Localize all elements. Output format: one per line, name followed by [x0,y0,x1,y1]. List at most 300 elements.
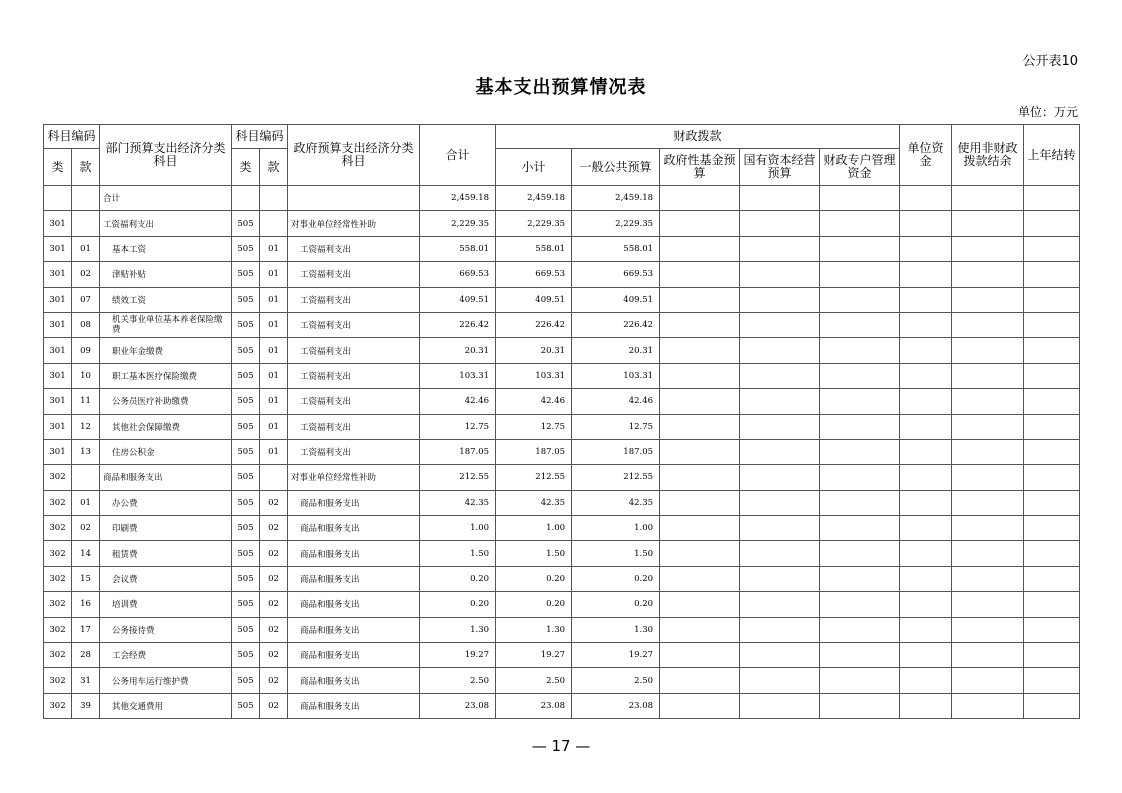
cell-dept: 会议费 [100,566,232,591]
cell-dept: 合计 [100,186,232,211]
cell-empty [900,262,952,287]
header-special: 财政专户管理资金 [820,149,900,186]
cell-glei: 505 [232,617,260,642]
table-row [44,414,1080,439]
cell-empty [740,541,820,566]
cell-subtotal: 20.31 [496,338,572,363]
cell-subtotal: 226.42 [496,312,572,337]
cell-gkuan: 02 [260,490,288,515]
header-general: 一般公共预算 [572,149,660,186]
cell-empty [1024,186,1080,211]
cell-empty [952,668,1024,693]
cell-empty [900,363,952,388]
cell-general: 1.30 [572,617,660,642]
cell-empty [1024,592,1080,617]
cell-empty [1024,236,1080,261]
cell-empty [1024,541,1080,566]
cell-subtotal: 1.50 [496,541,572,566]
cell-subtotal: 669.53 [496,262,572,287]
cell-empty [660,186,740,211]
cell-total: 2.50 [420,668,496,693]
cell-glei: 505 [232,439,260,464]
cell-empty [740,287,820,312]
cell-empty [900,211,952,236]
cell-empty [740,439,820,464]
table-row [44,490,1080,515]
cell-empty [1024,490,1080,515]
cell-general: 1.50 [572,541,660,566]
cell-subtotal: 12.75 [496,414,572,439]
header-fiscal: 财政拨款 [496,125,900,149]
cell-general: 409.51 [572,287,660,312]
cell-glei: 505 [232,338,260,363]
cell-empty [660,643,740,668]
header-unit-fund: 单位资金 [900,125,952,186]
cell-glei: 505 [232,262,260,287]
cell-gov [288,186,420,211]
cell-empty [660,414,740,439]
table-row [44,566,1080,591]
cell-lei: 301 [44,414,72,439]
cell-subtotal: 0.20 [496,566,572,591]
cell-total: 12.75 [420,414,496,439]
cell-gkuan: 02 [260,516,288,541]
cell-lei: 301 [44,363,72,388]
table-row [44,439,1080,464]
table-row [44,516,1080,541]
cell-empty [1024,312,1080,337]
cell-dept: 其他交通费用 [100,693,232,718]
cell-total: 20.31 [420,338,496,363]
cell-gkuan: 01 [260,338,288,363]
cell-empty [820,566,900,591]
cell-kuan: 02 [72,516,100,541]
cell-dept: 津贴补贴 [100,262,232,287]
cell-kuan: 13 [72,439,100,464]
cell-kuan: 31 [72,668,100,693]
cell-empty [952,287,1024,312]
cell-glei: 505 [232,211,260,236]
cell-empty [660,541,740,566]
page-title: 基本支出预算情况表 [475,77,647,98]
cell-empty [900,643,952,668]
header-gov-lei: 类 [232,149,260,186]
cell-general: 19.27 [572,643,660,668]
cell-dept: 其他社会保障缴费 [100,414,232,439]
cell-gkuan: 02 [260,668,288,693]
cell-dept: 培训费 [100,592,232,617]
cell-empty [820,312,900,337]
cell-kuan: 12 [72,414,100,439]
cell-total: 409.51 [420,287,496,312]
header-total: 合计 [420,125,496,186]
cell-subtotal: 212.55 [496,465,572,490]
cell-empty [1024,414,1080,439]
cell-general: 2,459.18 [572,186,660,211]
cell-total: 2,459.18 [420,186,496,211]
cell-gov: 商品和服务支出 [288,668,420,693]
header-gov-class: 政府预算支出经济分类科目 [288,125,420,186]
cell-empty [660,262,740,287]
cell-empty [740,617,820,642]
cell-general: 212.55 [572,465,660,490]
unit-label: 单位：万元 [1017,105,1078,119]
table-body [44,186,1080,719]
cell-empty [900,541,952,566]
table-row [44,312,1080,337]
cell-subtotal: 2,229.35 [496,211,572,236]
cell-empty [660,236,740,261]
cell-empty [660,490,740,515]
cell-empty [820,643,900,668]
cell-gov: 商品和服务支出 [288,490,420,515]
cell-glei: 505 [232,363,260,388]
table-row [44,338,1080,363]
cell-empty [900,287,952,312]
table-code: 公开表10 [1022,54,1078,69]
cell-glei: 505 [232,541,260,566]
cell-dept: 机关事业单位基本养老保险缴费 [100,312,232,337]
cell-lei: 302 [44,592,72,617]
cell-total: 19.27 [420,643,496,668]
cell-empty [900,693,952,718]
cell-gkuan [260,211,288,236]
cell-dept: 工会经费 [100,643,232,668]
cell-kuan [72,186,100,211]
cell-total: 1.50 [420,541,496,566]
cell-gkuan: 02 [260,617,288,642]
cell-subtotal: 103.31 [496,363,572,388]
table-row [44,541,1080,566]
table-row [44,287,1080,312]
cell-empty [820,490,900,515]
cell-dept: 办公费 [100,490,232,515]
cell-empty [952,414,1024,439]
cell-subtotal: 0.20 [496,592,572,617]
cell-gkuan: 01 [260,287,288,312]
cell-dept: 住房公积金 [100,439,232,464]
cell-empty [952,516,1024,541]
cell-empty [900,566,952,591]
cell-total: 0.20 [420,566,496,591]
cell-gov: 工资福利支出 [288,389,420,414]
cell-glei: 505 [232,490,260,515]
cell-empty [820,516,900,541]
header-subject-code: 科目编码 [44,125,100,149]
cell-dept: 租赁费 [100,541,232,566]
header-gov-code: 科目编码 [232,125,288,149]
cell-glei: 505 [232,287,260,312]
cell-empty [820,287,900,312]
cell-gkuan: 02 [260,541,288,566]
cell-general: 226.42 [572,312,660,337]
cell-empty [660,211,740,236]
cell-empty [952,541,1024,566]
cell-empty [900,617,952,642]
cell-gkuan: 01 [260,389,288,414]
cell-empty [740,186,820,211]
cell-lei: 302 [44,541,72,566]
cell-dept: 印刷费 [100,516,232,541]
cell-kuan: 01 [72,236,100,261]
cell-general: 1.00 [572,516,660,541]
cell-total: 0.20 [420,592,496,617]
cell-glei [232,186,260,211]
cell-total: 23.08 [420,693,496,718]
cell-subtotal: 1.00 [496,516,572,541]
cell-subtotal: 1.30 [496,617,572,642]
cell-empty [820,693,900,718]
cell-empty [660,592,740,617]
cell-empty [740,566,820,591]
cell-total: 187.05 [420,439,496,464]
cell-empty [952,439,1024,464]
cell-empty [820,439,900,464]
cell-kuan: 02 [72,262,100,287]
cell-total: 558.01 [420,236,496,261]
cell-empty [900,186,952,211]
cell-empty [740,363,820,388]
cell-empty [1024,668,1080,693]
cell-gov: 工资福利支出 [288,363,420,388]
cell-empty [1024,211,1080,236]
cell-glei: 505 [232,566,260,591]
cell-empty [952,211,1024,236]
cell-kuan: 07 [72,287,100,312]
header-gov-fund: 政府性基金预算 [660,149,740,186]
cell-kuan: 28 [72,643,100,668]
cell-lei: 302 [44,668,72,693]
table-row [44,668,1080,693]
cell-glei: 505 [232,312,260,337]
cell-lei: 302 [44,465,72,490]
cell-subtotal: 23.08 [496,693,572,718]
cell-empty [660,312,740,337]
cell-empty [660,516,740,541]
cell-dept: 绩效工资 [100,287,232,312]
cell-glei: 505 [232,643,260,668]
cell-dept: 基本工资 [100,236,232,261]
cell-gkuan: 02 [260,566,288,591]
cell-gov: 商品和服务支出 [288,566,420,591]
cell-empty [952,465,1024,490]
cell-total: 212.55 [420,465,496,490]
cell-lei [44,186,72,211]
cell-kuan: 08 [72,312,100,337]
table-row [44,262,1080,287]
cell-subtotal: 42.46 [496,389,572,414]
cell-empty [1024,338,1080,363]
cell-empty [660,389,740,414]
cell-empty [820,541,900,566]
cell-lei: 301 [44,262,72,287]
cell-kuan: 39 [72,693,100,718]
cell-empty [740,668,820,693]
header-last-year: 上年结转 [1024,125,1080,186]
cell-empty [900,439,952,464]
cell-lei: 302 [44,643,72,668]
cell-subtotal: 558.01 [496,236,572,261]
cell-empty [1024,262,1080,287]
cell-gkuan: 01 [260,439,288,464]
cell-kuan [72,465,100,490]
cell-empty [1024,643,1080,668]
cell-dept: 职业年金缴费 [100,338,232,363]
cell-empty [1024,287,1080,312]
cell-general: 2.50 [572,668,660,693]
cell-dept: 职工基本医疗保险缴费 [100,363,232,388]
cell-empty [900,414,952,439]
cell-gkuan: 01 [260,414,288,439]
cell-empty [952,617,1024,642]
cell-glei: 505 [232,414,260,439]
cell-kuan: 17 [72,617,100,642]
cell-empty [900,516,952,541]
cell-empty [740,414,820,439]
cell-total: 1.30 [420,617,496,642]
cell-empty [820,211,900,236]
cell-empty [660,465,740,490]
cell-kuan: 09 [72,338,100,363]
cell-empty [1024,389,1080,414]
cell-gov: 工资福利支出 [288,439,420,464]
cell-glei: 505 [232,465,260,490]
cell-empty [820,389,900,414]
cell-subtotal: 19.27 [496,643,572,668]
cell-empty [820,262,900,287]
cell-empty [900,236,952,261]
cell-gkuan: 01 [260,262,288,287]
cell-empty [1024,465,1080,490]
cell-empty [952,338,1024,363]
cell-empty [660,693,740,718]
cell-gov: 商品和服务支出 [288,541,420,566]
cell-empty [952,312,1024,337]
table-row [44,465,1080,490]
cell-empty [820,186,900,211]
cell-empty [820,236,900,261]
cell-empty [740,389,820,414]
cell-gkuan: 02 [260,643,288,668]
cell-empty [740,592,820,617]
cell-gov: 工资福利支出 [288,236,420,261]
cell-empty [900,312,952,337]
cell-general: 42.46 [572,389,660,414]
cell-gov: 工资福利支出 [288,414,420,439]
cell-empty [820,414,900,439]
cell-empty [1024,617,1080,642]
cell-empty [660,566,740,591]
cell-dept: 公务员医疗补助缴费 [100,389,232,414]
cell-empty [952,389,1024,414]
cell-empty [952,643,1024,668]
cell-empty [740,465,820,490]
cell-dept: 公务用车运行维护费 [100,668,232,693]
cell-general: 12.75 [572,414,660,439]
table-row [44,643,1080,668]
cell-lei: 302 [44,516,72,541]
budget-table [43,124,1080,719]
cell-empty [900,389,952,414]
cell-gkuan: 02 [260,693,288,718]
cell-glei: 505 [232,592,260,617]
table-row [44,693,1080,718]
header-dept-class: 部门预算支出经济分类科目 [100,125,232,186]
cell-lei: 301 [44,312,72,337]
cell-general: 669.53 [572,262,660,287]
cell-total: 42.35 [420,490,496,515]
cell-lei: 302 [44,693,72,718]
cell-total: 2,229.35 [420,211,496,236]
cell-gov: 对事业单位经常性补助 [288,211,420,236]
cell-lei: 302 [44,617,72,642]
cell-general: 2,229.35 [572,211,660,236]
cell-gkuan: 01 [260,312,288,337]
cell-general: 23.08 [572,693,660,718]
cell-empty [740,236,820,261]
cell-gov: 工资福利支出 [288,338,420,363]
cell-empty [952,236,1024,261]
cell-kuan: 11 [72,389,100,414]
table-row [44,363,1080,388]
cell-lei: 302 [44,490,72,515]
cell-empty [820,363,900,388]
header-kuan: 款 [72,149,100,186]
cell-empty [952,490,1024,515]
cell-empty [1024,693,1080,718]
cell-empty [740,312,820,337]
cell-general: 187.05 [572,439,660,464]
cell-dept: 商品和服务支出 [100,465,232,490]
cell-dept: 工资福利支出 [100,211,232,236]
cell-gov: 商品和服务支出 [288,693,420,718]
cell-empty [660,338,740,363]
cell-glei: 505 [232,516,260,541]
table-row [44,617,1080,642]
cell-lei: 302 [44,566,72,591]
cell-empty [952,186,1024,211]
cell-empty [660,363,740,388]
cell-empty [900,465,952,490]
cell-empty [1024,516,1080,541]
cell-lei: 301 [44,338,72,363]
cell-empty [900,592,952,617]
cell-gov: 商品和服务支出 [288,643,420,668]
cell-gkuan: 02 [260,592,288,617]
cell-empty [740,338,820,363]
cell-general: 103.31 [572,363,660,388]
cell-gov: 商品和服务支出 [288,617,420,642]
cell-kuan: 10 [72,363,100,388]
cell-empty [740,211,820,236]
cell-gov: 工资福利支出 [288,287,420,312]
cell-kuan: 14 [72,541,100,566]
cell-lei: 301 [44,439,72,464]
cell-empty [660,287,740,312]
cell-subtotal: 42.35 [496,490,572,515]
cell-gkuan: 01 [260,363,288,388]
cell-lei: 301 [44,211,72,236]
cell-gkuan: 01 [260,236,288,261]
cell-empty [740,490,820,515]
cell-total: 1.00 [420,516,496,541]
cell-empty [952,693,1024,718]
cell-empty [820,668,900,693]
cell-empty [740,516,820,541]
cell-lei: 301 [44,287,72,312]
cell-general: 42.35 [572,490,660,515]
table-row [44,236,1080,261]
